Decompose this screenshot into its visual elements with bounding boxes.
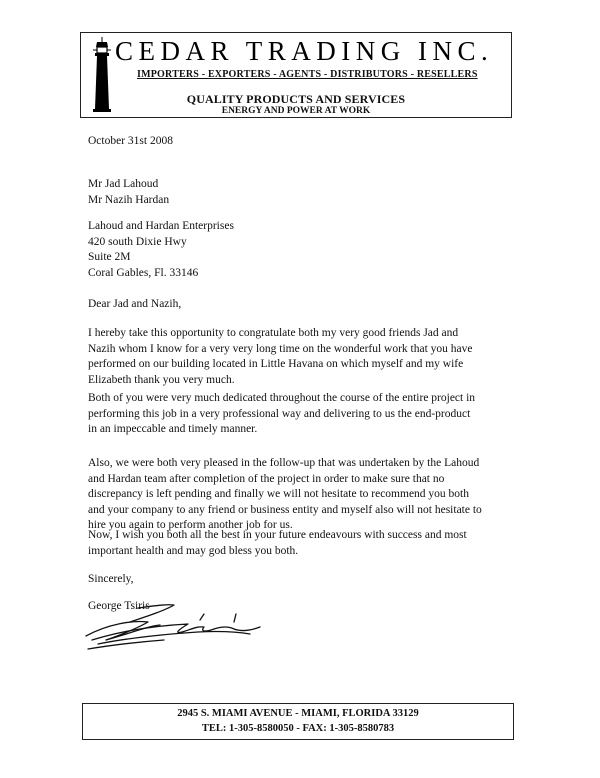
address-line: Lahoud and Hardan Enterprises	[88, 220, 234, 232]
recipients-block	[88, 177, 169, 208]
paragraph-recommendation	[88, 456, 482, 534]
footer-contact: TEL: 1-305-8580050 - FAX: 1-305-8580783	[201, 723, 395, 734]
paragraph-line: Now, I wish you both all the best in your future endeavours with success and most	[88, 529, 467, 541]
paragraph-congratulations	[88, 326, 473, 388]
company-name: CEDAR TRADING INC.	[115, 36, 494, 66]
recipient-name: Mr Nazih Hardan	[88, 193, 170, 206]
paragraph-line: Both of you were very much dedicated throughout the course of the entire project in	[88, 392, 476, 404]
paragraph-wishes	[88, 528, 467, 559]
letter-footer	[82, 703, 514, 740]
paragraph-line: Also, we were both very pleased in the follow-up that was undertaken by the Lahoud	[88, 457, 480, 469]
paragraph-dedication	[88, 391, 475, 438]
signer-name: George Tsiris	[88, 600, 150, 612]
paragraph-line: Nazih whom I know for a very very long time on the wonderful work that you have	[88, 342, 473, 355]
company-tagline: ENERGY AND POWER AT WORK	[221, 106, 371, 116]
paragraph-line: discrepancy is left pending and finally we will not hesitate to recommend you both	[88, 488, 469, 500]
footer-address: 2945 S. MIAMI AVENUE - MIAMI, FLORIDA 33129	[177, 708, 419, 719]
paragraph-line: performing this job in a very professional way and delivering to us the end-product	[88, 407, 471, 420]
paragraph-line: important health and may god bless you both.	[88, 544, 299, 557]
address-line: 420 south Dixie Hwy	[88, 235, 187, 248]
salutation: Dear Jad and Nazih,	[88, 298, 182, 310]
closing: Sincerely,	[88, 573, 134, 585]
handwritten-signature	[78, 596, 268, 656]
letterhead	[80, 32, 512, 118]
company-services: IMPORTERS - EXPORTERS - AGENTS - DISTRIBUTORS - RESELLERS	[137, 69, 478, 80]
address-line: Suite 2M	[88, 251, 131, 263]
paragraph-line: performed on our building located in Little Havana on which myself and my wife	[88, 358, 464, 370]
paragraph-line: I hereby take this opportunity to congratulate both my very good friends Jad and	[88, 327, 459, 339]
paragraph-line: in an impeccable and timely manner.	[88, 423, 258, 435]
paragraph-line: Elizabeth thank you very much.	[88, 373, 235, 386]
recipient-address	[88, 219, 234, 281]
paragraph-line: hire you again to perform another job for us.	[88, 519, 293, 531]
company-slogan: QUALITY PRODUCTS AND SERVICES	[186, 92, 406, 106]
letter-date: October 31st 2008	[88, 135, 173, 147]
paragraph-line: and your company to any friend or business entity and myself also will not hesitate to	[88, 503, 482, 516]
address-line: Coral Gables, Fl. 33146	[88, 266, 199, 279]
recipient-name: Mr Jad Lahoud	[88, 178, 159, 190]
paragraph-line: and Hardan team after completion of the project in order to make sure that no	[88, 472, 445, 485]
